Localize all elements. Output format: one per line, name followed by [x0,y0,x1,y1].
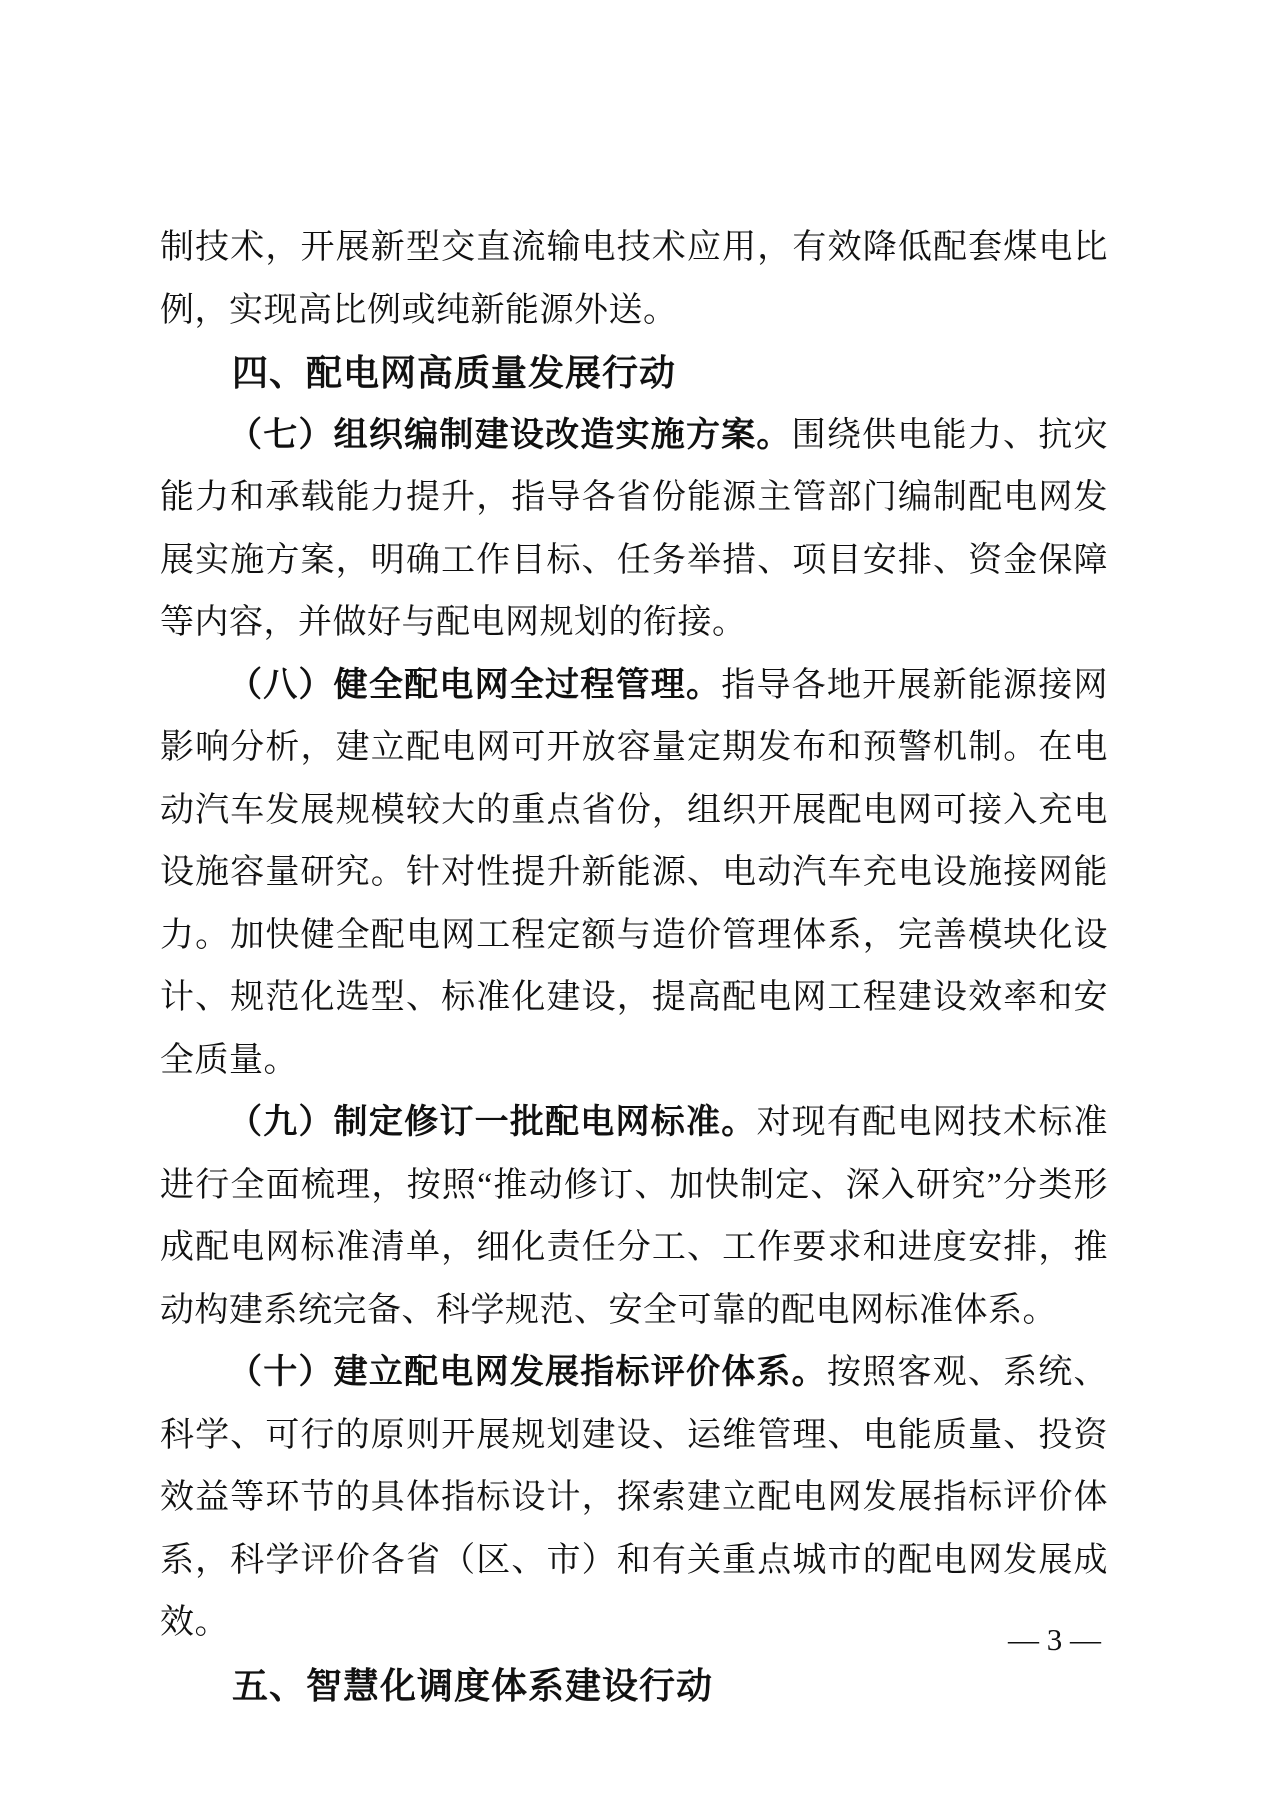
document-body [160,217,1108,1717]
paragraph-item-seven [160,405,1108,655]
paragraph-text: 对现有配电网技术标准进行全面梳理，按照“推动修订、加快制定、深入研究”分类形成配电网标准清单，细化责任分工、工作要求和进度安排，推动构建系统完备、科学规范、安全可靠的配电网标准体系。 [160,1104,1108,1329]
section-heading-four [160,342,1108,405]
page-number-text: — 3 — [1008,1622,1101,1657]
paragraph-lead: （九）制定修订一批配电网标准。 [228,1104,757,1141]
paragraph-lead: （八）健全配电网全过程管理。 [228,666,722,704]
paragraph-item-eight [160,655,1108,1093]
paragraph-continuation [160,217,1108,342]
paragraph-text: 围绕供电能力、抗灾能力和承载能力提升，指导各省份能源主管部门编制配电网发展实施方案，明确工作目标、任务举措、项目安排、资金保障等内容，并做好与配电网规划的衔接。 [160,416,1109,641]
paragraph-text: 制技术，开展新型交直流输电技术应用，有效降低配套煤电比例，实现高比例或纯新能源外送。 [160,229,1108,329]
paragraph-lead: （七）组织编制建设改造实施方案。 [228,416,792,454]
paragraph-text: 按照客观、系统、科学、可行的原则开展规划建设、运维管理、电能质量、投资效益等环节的具体指标设计，探索建立配电网发展指标评价体系，科学评价各省（区、市）和有关重点城市的配电网发展成效。 [160,1354,1109,1641]
paragraph-item-nine [160,1092,1108,1342]
section-heading-five [160,1655,1108,1718]
section-heading-text: 五、智慧化调度体系建设行动 [232,1664,714,1706]
page-number [1008,1622,1101,1658]
paragraph-lead: （十）建立配电网发展指标评价体系。 [228,1354,827,1391]
paragraph-text: 指导各地开展新能源接网影响分析，建立配电网可开放容量定期发布和预警机制。在电动汽车发展规模较大的重点省份，组织开展配电网可接入充电设施容量研究。针对性提升新能源、电动汽车充电设施接网能力。加快健全配电网工程定额与造价管理体系，完善模块化设计、规范化选型、标准化建设，提高配电网工程建设效率和安全质量。 [160,666,1109,1079]
paragraph-item-ten [160,1342,1108,1655]
section-heading-text: 四、配电网高质量发展行动 [232,352,677,393]
